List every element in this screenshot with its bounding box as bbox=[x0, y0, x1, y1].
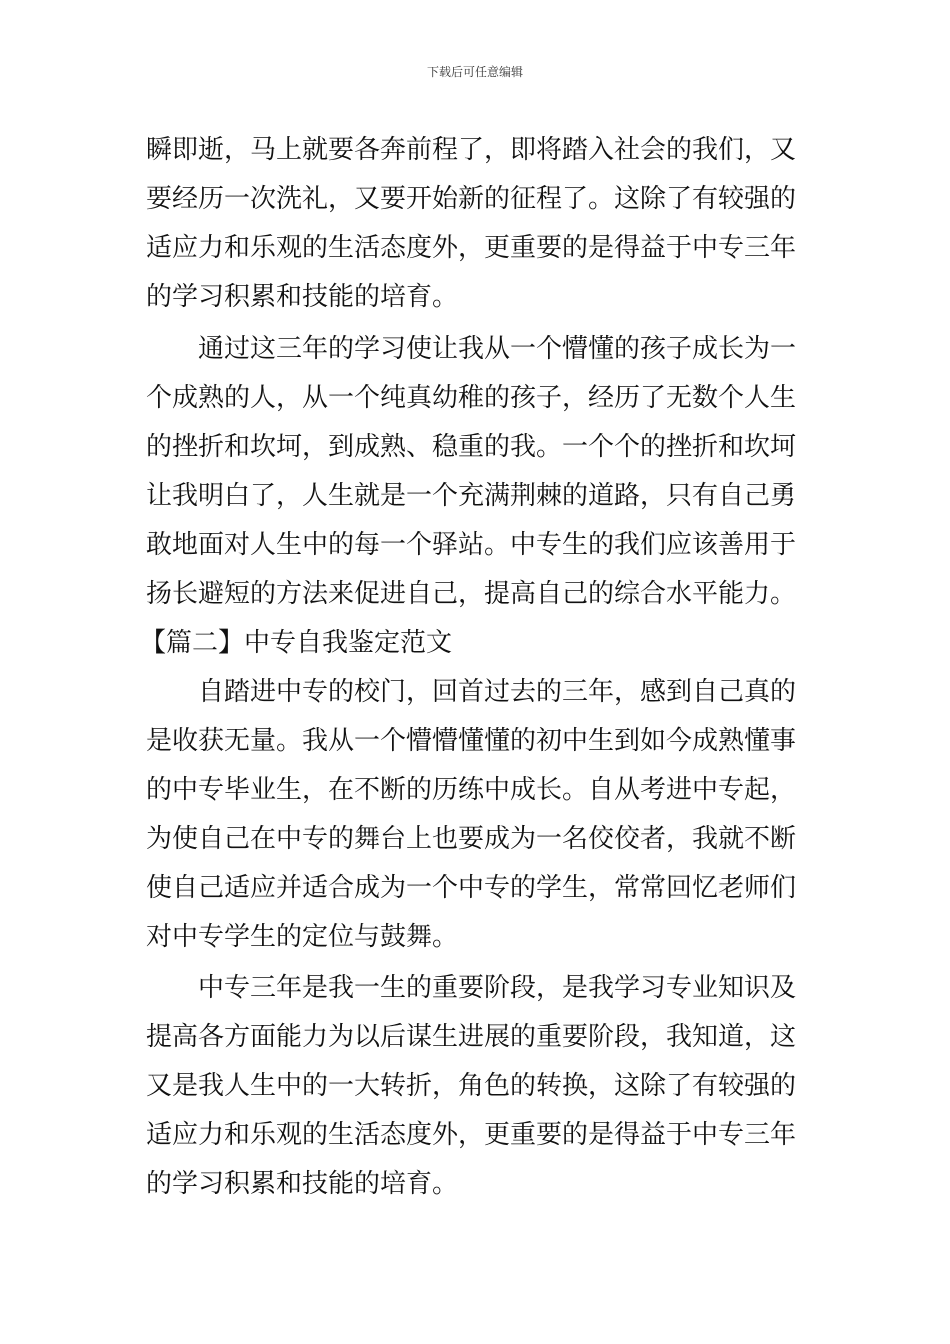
text-line: 适应力和乐观的生活态度外，更重要的是得益于中专三年 bbox=[146, 1120, 797, 1150]
paragraph-first-line: 自踏进中专的校门，回首过去的三年，感到自己真的 bbox=[198, 677, 797, 707]
paragraph-first-line: 通过这三年的学习使让我从一个懵懂的孩子成长为一 bbox=[198, 334, 797, 364]
text-line: 又是我人生中的一大转折，角色的转换，这除了有较强的 bbox=[146, 1071, 797, 1101]
text-line: 的挫折和坎坷，到成熟、稳重的我。一个个的挫折和坎坷 bbox=[146, 432, 797, 462]
text-line: 使自己适应并适合成为一个中专的学生，常常回忆老师们 bbox=[146, 873, 797, 903]
text-line: 提高各方面能力为以后谋生进展的重要阶段，我知道，这 bbox=[146, 1022, 797, 1052]
text-line: 的学习积累和技能的培育。 bbox=[146, 282, 459, 312]
text-line: 个成熟的人，从一个纯真幼稚的孩子，经历了无数个人生 bbox=[146, 383, 797, 413]
text-line: 让我明白了，人生就是一个充满荆棘的道路，只有自己勇 bbox=[146, 481, 797, 511]
text-line: 要经历一次洗礼，又要开始新的征程了。这除了有较强的 bbox=[146, 184, 797, 214]
text-line: 是收获无量。我从一个懵懵懂懂的初中生到如今成熟懂事 bbox=[146, 726, 797, 756]
text-line: 的中专毕业生，在不断的历练中成长。自从考进中专起， bbox=[146, 775, 797, 805]
text-line: 扬长避短的方法来促进自己，提高自己的综合水平能力。 bbox=[146, 579, 797, 609]
paragraph-first-line: 中专三年是我一生的重要阶段，是我学习专业知识及 bbox=[198, 973, 797, 1003]
text-line: 对中专学生的定位与鼓舞。 bbox=[146, 922, 459, 952]
text-line: 的学习积累和技能的培育。 bbox=[146, 1169, 459, 1199]
text-line: 敢地面对人生中的每一个驿站。中专生的我们应该善用于 bbox=[146, 530, 797, 560]
section-heading: 【篇二】中专自我鉴定范文 bbox=[140, 628, 453, 658]
text-line: 为使自己在中专的舞台上也要成为一名佼佼者，我就不断 bbox=[146, 824, 797, 854]
page-header: 下载后可任意编辑 bbox=[426, 65, 523, 79]
text-line: 适应力和乐观的生活态度外，更重要的是得益于中专三年 bbox=[146, 233, 797, 263]
text-line: 瞬即逝，马上就要各奔前程了，即将踏入社会的我们，又 bbox=[146, 135, 797, 165]
